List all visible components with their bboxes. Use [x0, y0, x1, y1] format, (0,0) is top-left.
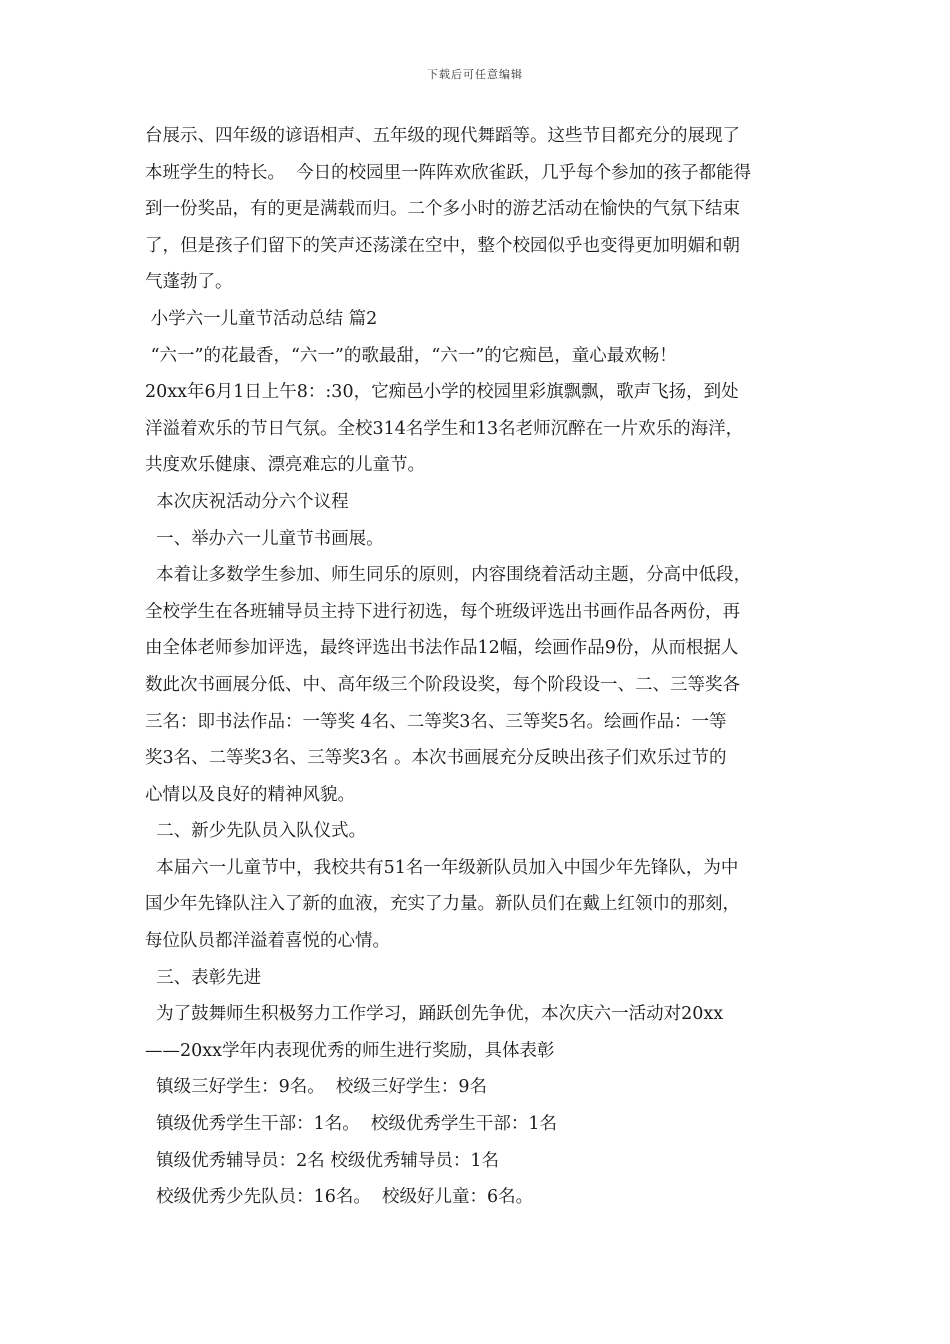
text-line: 气蓬勃了。	[145, 272, 233, 293]
agenda-item-heading: 一、举办六一儿童节书画展。	[145, 528, 384, 549]
text-line: “六一”的花最香，“六一”的歌最甜，“六一”的它痴邑，童心最欢畅！	[145, 345, 677, 366]
text-line: 为了鼓舞师生积极努力工作学习，踊跃创先争优，本次庆六一活动对20xx	[145, 1004, 724, 1025]
award-line: 镇级三好学生：9名。 校级三好学生：9名	[145, 1077, 488, 1098]
text-line: 20xx年6月1日上午8：:30，它痴邑小学的校园里彩旗飘飘，歌声飞扬，到处	[145, 382, 739, 403]
text-line: 国少年先锋队注入了新的血液，充实了力量。新队员们在戴上红领巾的那刻，	[145, 894, 740, 915]
agenda-item-heading: 三、表彰先进	[145, 967, 262, 988]
text-line: 本届六一儿童节中，我校共有51名一年级新队员加入中国少年先锋队，为中	[145, 857, 739, 878]
award-line: 镇级优秀辅导员：2名 校级优秀辅导员：1名	[145, 1150, 499, 1171]
text-line: 数此次书画展分低、中、高年级三个阶段设奖，每个阶段设一、二、三等奖各	[145, 674, 740, 695]
document-body	[145, 118, 825, 1216]
text-line: 到一份奖品，有的更是满载而归。二个多小时的游艺活动在愉快的气氛下结束	[145, 199, 740, 220]
text-line: 由全体老师参加评选，最终评选出书法作品12幅，绘画作品9份，从而根据人	[145, 638, 739, 659]
page-header: 下载后可任意编辑	[427, 68, 523, 81]
text-line: 每位队员都洋溢着喜悦的心情。	[145, 931, 390, 952]
award-line: 校级优秀少先队员：16名。 校级好儿童：6名。	[145, 1187, 534, 1208]
text-line: 本次庆祝活动分六个议程	[145, 491, 349, 512]
text-line: 心情以及良好的精神风貌。	[145, 784, 355, 805]
text-line: 奖3名、二等奖3名、三等奖3名 。本次书画展充分反映出孩子们欢乐过节的	[145, 748, 727, 769]
text-line: 台展示、四年级的谚语相声、五年级的现代舞蹈等。这些节目都充分的展现了	[145, 126, 740, 146]
award-line: 镇级优秀学生干部：1名。 校级优秀学生干部：1名	[145, 1114, 558, 1135]
agenda-item-heading: 二、新少先队员入队仪式。	[145, 821, 367, 842]
section-heading: 小学六一儿童节活动总结 篇2	[145, 308, 378, 329]
text-line: 全校学生在各班辅导员主持下进行初选，每个班级评选出书画作品各两份，再	[145, 601, 740, 622]
text-line: 共度欢乐健康、漂亮难忘的儿童节。	[145, 455, 425, 476]
text-line: 本着让多数学生参加、师生同乐的原则，内容围绕着活动主题，分高中低段，	[145, 565, 752, 586]
text-line: 洋溢着欢乐的节日气氛。全校314名学生和13名老师沉醉在一片欢乐的海洋，	[145, 418, 744, 439]
text-line: 本班学生的特长。 今日的校园里一阵阵欢欣雀跃，几乎每个参加的孩子都能得	[145, 162, 752, 183]
text-line: 了，但是孩子们留下的笑声还荡漾在空中，整个校园似乎也变得更加明媚和朝	[145, 235, 740, 256]
text-line: 三名：即书法作品：一等奖 4名、二等奖3名、三等奖5名。绘画作品：一等	[145, 711, 727, 732]
text-line: ——20xx学年内表现优秀的师生进行奖励，具体表彰	[145, 1040, 555, 1061]
